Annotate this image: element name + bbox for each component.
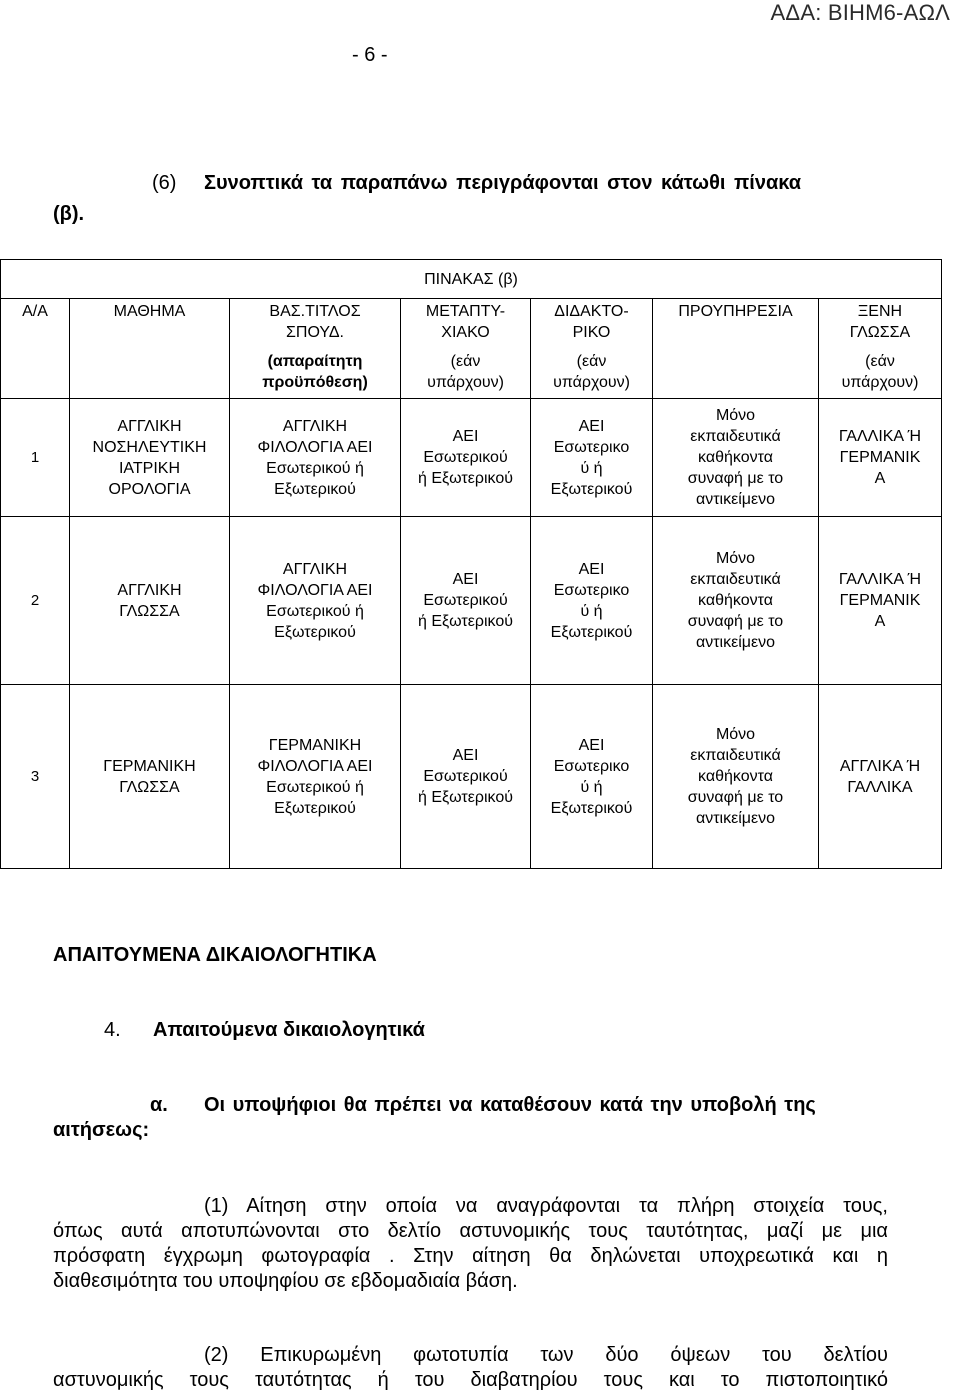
header-subject: ΜΑΘΗΜΑ <box>70 299 230 349</box>
row3-subject: ΓΕΡΜΑΝΙΚΗ ΓΛΩΣΣΑ <box>70 685 230 869</box>
table-row <box>1 399 942 517</box>
table-row <box>1 517 942 685</box>
table-title: ΠΙΝΑΚΑΣ (β) <box>1 260 942 299</box>
row1-phd: ΑΕΙ Εσωτερικο ύ ή Εξωτερικού <box>531 399 653 517</box>
paragraph-1 <box>53 1194 888 1294</box>
header-phd: ΔΙΔΑΚΤΟ- ΡΙΚΟ <box>531 299 653 349</box>
intro-suffix: (β). <box>53 203 85 225</box>
alpha-label: α. <box>150 1094 168 1116</box>
row2-language: ΓΑΛΛΙΚΑ Ή ΓΕΡΜΑΝΙΚ Α <box>819 517 942 685</box>
subheader-language: (εάν υπάρχουν) <box>819 349 942 399</box>
row3-phd: ΑΕΙ Εσωτερικο ύ ή Εξωτερικού <box>531 685 653 869</box>
para1-line: διαθεσιμότητα του υποψηφίου σε εβδομαδιαία βάση. <box>53 1270 518 1292</box>
row2-degree: ΑΓΓΛΙΚΗ ΦΙΛΟΛΟΓΙΑ ΑΕΙ Εσωτερικού ή Εξωτερικού <box>230 517 401 685</box>
row1-subject: ΑΓΓΛΙΚΗ ΝΟΣΗΛΕΥΤΙΚΗ ΙΑΤΡΙΚΗ ΟΡΟΛΟΓΙΑ <box>70 399 230 517</box>
row3-masters: ΑΕΙ Εσωτερικού ή Εξωτερικού <box>401 685 531 869</box>
row2-experience: Μόνο εκπαιδευτικά καθήκοντα συναφή με το αντικείμενο <box>653 517 819 685</box>
row1-language: ΓΑΛΛΙΚΑ Ή ΓΕΡΜΑΝΙΚ Α <box>819 399 942 517</box>
row1-experience: Μόνο εκπαιδευτικά καθήκοντα συναφή με το αντικείμενο <box>653 399 819 517</box>
ada-code: ΑΔΑ: ΒΙΗΜ6-ΑΩΛ <box>770 0 950 25</box>
para1-line: (1) Αίτηση στην οποία να αναγράφονται τα πλήρη στοιχεία τους, <box>204 1195 888 1217</box>
page-number: - 6 - <box>352 44 388 66</box>
subheader-degree: (απαραίτητη προϋπόθεση) <box>230 349 401 399</box>
row2-phd: ΑΕΙ Εσωτερικο ύ ή Εξωτερικού <box>531 517 653 685</box>
para1-line: πρόσφατη έγχρωμη φωτογραφία . Στην αίτηση θα δηλώνεται υποχρεωτικά και η <box>53 1245 888 1267</box>
table-row <box>1 685 942 869</box>
row3-language: ΑΓΓΛΙΚΑ Ή ΓΑΛΛΙΚΑ <box>819 685 942 869</box>
header-experience: ΠΡΟΥΠΗΡΕΣΙΑ <box>653 299 819 349</box>
summary-table <box>0 259 941 868</box>
alpha-end: αιτήσεως: <box>53 1119 150 1141</box>
header-degree: ΒΑΣ.ΤΙΤΛΟΣ ΣΠΟΥΔ. <box>230 299 401 349</box>
subheader-phd: (εάν υπάρχουν) <box>531 349 653 399</box>
subheader-masters: (εάν υπάρχουν) <box>401 349 531 399</box>
para2-line: αστυνομικής τους ταυτότητας ή του διαβατηρίου τους και το πιστοποιητικό <box>53 1369 888 1391</box>
section-number: 4. <box>104 1019 121 1041</box>
row2-masters: ΑΕΙ Εσωτερικού ή Εξωτερικού <box>401 517 531 685</box>
row3-degree: ΓΕΡΜΑΝΙΚΗ ΦΙΛΟΛΟΓΙΑ ΑΕΙ Εσωτερικού ή Εξωτερικού <box>230 685 401 869</box>
header-aa: Α/Α <box>1 299 70 349</box>
para1-line: όπως αυτά αποτυπώνονται στο δελτίο αστυνομικής τους ταυτότητας, μαζί με μια <box>53 1220 888 1242</box>
row1-degree: ΑΓΓΛΙΚΗ ΦΙΛΟΛΟΓΙΑ ΑΕΙ Εσωτερικού ή Εξωτερικού <box>230 399 401 517</box>
paragraph-2 <box>53 1343 888 1393</box>
requirements-heading: ΑΠΑΙΤΟΥΜΕΝΑ ΔΙΚΑΙΟΛΟΓΗΤΙΚΑ <box>53 944 377 966</box>
subheader-experience <box>653 349 819 399</box>
intro-number: (6) <box>152 172 177 194</box>
row2-subject: ΑΓΓΛΙΚΗ ΓΛΩΣΣΑ <box>70 517 230 685</box>
row3-aa: 3 <box>1 685 70 869</box>
intro-text: Συνοπτικά τα παραπάνω περιγράφονται στον κάτωθι πίνακα <box>204 172 802 194</box>
section-title: Απαιτούμενα δικαιολογητικά <box>153 1019 425 1041</box>
row3-experience: Μόνο εκπαιδευτικά καθήκοντα συναφή με το αντικείμενο <box>653 685 819 869</box>
para2-line: (2) Επικυρωμένη φωτοτυπία των δύο όψεων του δελτίου <box>204 1344 888 1366</box>
row1-aa: 1 <box>1 399 70 517</box>
header-language: ΞΕΝΗ ΓΛΩΣΣΑ <box>819 299 942 349</box>
subheader-subject <box>70 349 230 399</box>
subheader-aa <box>1 349 70 399</box>
row2-aa: 2 <box>1 517 70 685</box>
alpha-text: Οι υποψήφιοι θα πρέπει να καταθέσουν κατά την υποβολή της <box>204 1094 816 1116</box>
header-masters: ΜΕΤΑΠΤΥ- ΧΙΑΚΟ <box>401 299 531 349</box>
row1-masters: ΑΕΙ Εσωτερικού ή Εξωτερικού <box>401 399 531 517</box>
